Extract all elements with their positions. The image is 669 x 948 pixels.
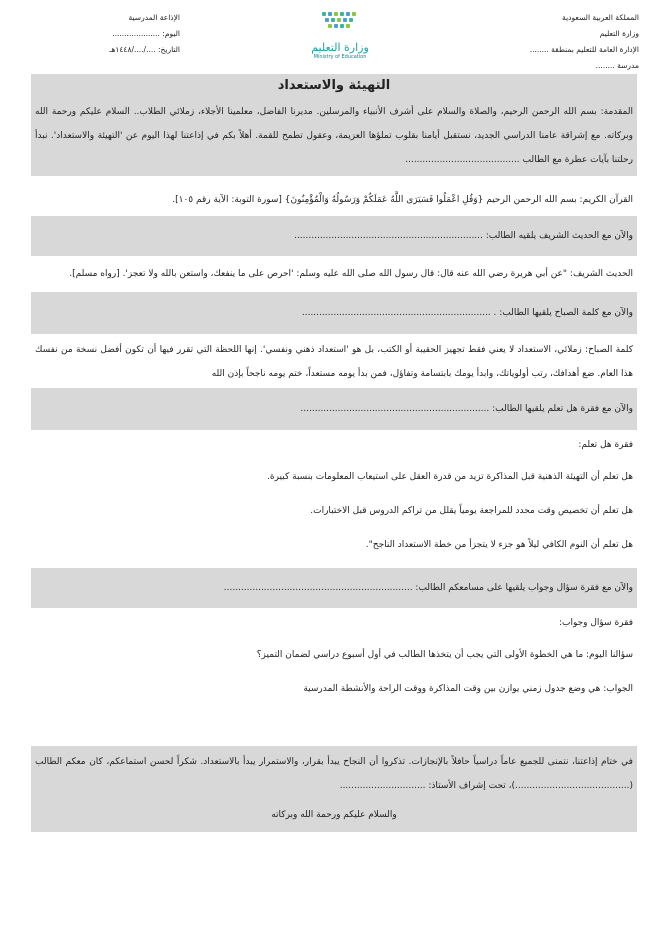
header-radio-label: الإذاعة المدرسية (128, 13, 180, 22)
morning-word-paragraph: كلمة الصباح: زملائي، الاستعداد لا يعني فقط تجهيز الحقيبة أو الكتب، بل هو 'استعداد ذهني ونفسي'. إنها اللحظة التي تقرر فيها أن تكون أفضل نسخة من نفسك هذا العام. ضع أهدافك، رتب أولوياتك، وابدأ يومك بابتسامة وتفاؤل، فمن بدأ يومه مستعداً، ختم يومه ناجحاً بإذن الله (35, 345, 633, 379)
answer-text: الجواب: هي وضع جدول زمني يوازن بين وقت المذاكرة ووقت الراحة والأنشطة المدرسية (303, 684, 633, 694)
header-day: اليوم: .................... (112, 29, 180, 38)
intro-paragraph: المقدمة: بسم الله الرحمن الرحيم، والصلاة والسلام على أشرف الأنبياء والمرسلين. مديرنا الفاضل، معلمينا الأجلاء، زملائي الطلاب.. السلام عليكم ورحمة الله وبركاته. مع إشراقة عامنا الدراسي الجديد، نستقبل أيامنا بقلوب تملؤها العزيمة، وعقول تطمح للقمة. أهلاً بكم في إذاعتنا لهذا اليوم عن 'التهيئة والاستعداد'. نبدأ رحلتنا بآيات عطرة مع الطالب ........................................ (31, 98, 637, 176)
header-ministry: وزارة التعليم (599, 29, 639, 38)
header-right (439, 10, 639, 74)
closing-paragraph: في ختام إذاعتنا، نتمنى للجميع عاماً دراسياً حافلاً بالإنجازات. تذكروا أن النجاح يبدأ بقرار، والاستمرار يبدأ بالاستعداد. شكراً لحسن استماعكم، كان معكم الطالب (........................................)، تحت إشراف الأستاذ: .............................. (31, 746, 637, 798)
header-left (40, 10, 180, 58)
document-body (31, 74, 637, 832)
word-intro: والآن مع كلمة الصباح يلقيها الطالب: . .................................................................. (31, 292, 637, 334)
ministry-logo (305, 8, 375, 60)
logo-english-text: Ministry of Education (313, 54, 367, 60)
question-text: سؤالنا اليوم: ما هي الخطوة الأولى التي يجب أن يتخذها الطالب في أول أسبوع دراسي لضمان التميز؟ (256, 650, 633, 660)
quran-paragraph: القرآن الكريم: بسم الله الرحمن الرحيم {وَقُلِ اعْمَلُوا فَسَيَرَى اللَّهُ عَمَلَكُمْ وَرَسُولُهُ وَالْمُؤْمِنُونَ} [سورة التوبة: الآية رقم ١٠٥]. (172, 195, 633, 205)
ministry-logo-icon (320, 8, 360, 36)
logo-arabic-text: وزارة التعليم (311, 41, 369, 54)
hadith-intro: والآن مع الحديث الشريف يلقيه الطالب: .................................................................. (31, 216, 637, 256)
qa-intro: والآن مع فقرة سؤال وجواب يلقيها على مسامعكم الطالب: .................................................................. (31, 568, 637, 608)
closing-salam: والسلام عليكم ورحمة الله وبركاته (31, 798, 637, 832)
facts-title: فقرة هل تعلم: (578, 440, 633, 450)
fact-item: هل تعلم أن تخصيص وقت محدد للمراجعة يومياً يقلل من تراكم الدروس قبل الاختبارات. (310, 506, 633, 516)
page-title: التهيئة والاستعداد (31, 74, 637, 98)
facts-intro: والآن مع فقرة هل تعلم يلقيها الطالب: .................................................................. (31, 388, 637, 430)
hadith-paragraph: الحديث الشريف: "عن أبي هريرة رضي الله عنه قال: قال رسول الله صلى الله عليه وسلم: 'احرص على ما ينفعك، واستعن بالله ولا تعجز'. [رواه مسلم]. (69, 269, 633, 279)
header-school: مدرسة ........ (595, 61, 639, 70)
header-country: المملكة العربية السعودية (562, 13, 639, 22)
qa-title: فقرة سؤال وجواب: (558, 618, 633, 628)
header-date: التاريخ: ..../..../١٤٤٨هـ (109, 45, 180, 54)
fact-item: هل تعلم أن التهيئة الذهنية قبل المذاكرة تزيد من قدرة العقل على استيعاب المعلومات بنسبة كبيرة. (267, 472, 633, 482)
fact-item: هل تعلم أن النوم الكافي ليلاً هو جزء لا يتجزأ من خطة الاستعداد الناجح". (365, 540, 633, 550)
header-directorate: الإدارة العامة للتعليم بمنطقة ........ (529, 45, 639, 54)
